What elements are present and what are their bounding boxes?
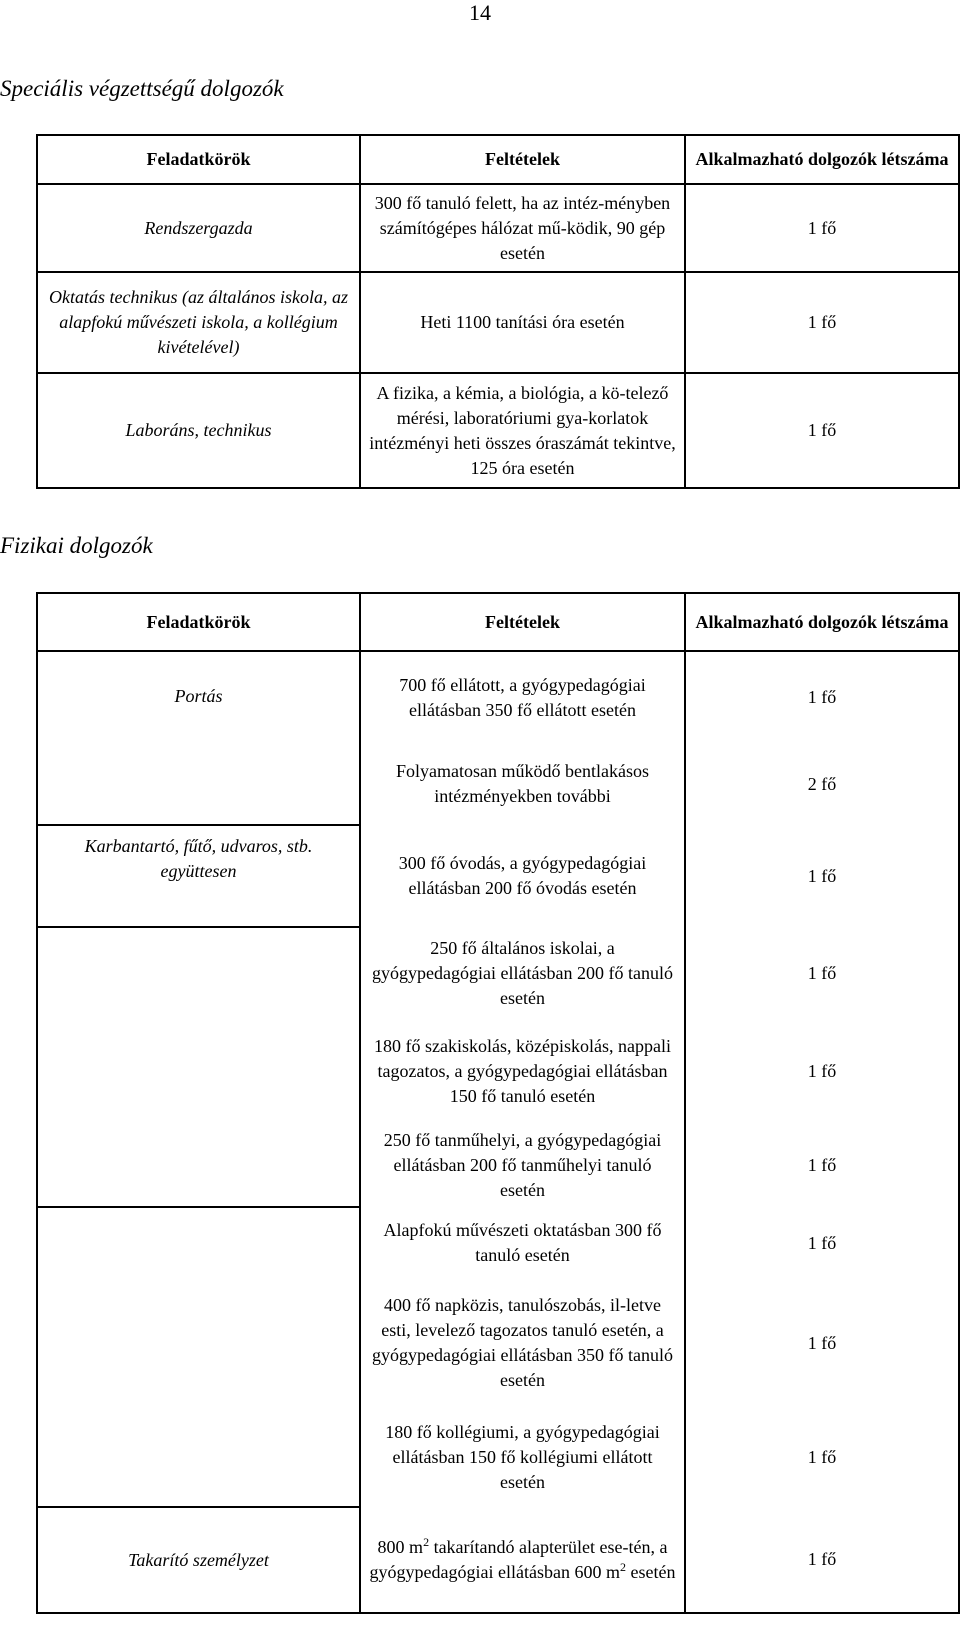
table-row bbox=[37, 1207, 959, 1279]
table-row bbox=[37, 743, 959, 825]
role-cell-empty bbox=[37, 927, 360, 1019]
role-cell: Portás bbox=[37, 651, 360, 743]
condition-text: esetén bbox=[625, 1561, 676, 1582]
table-row bbox=[37, 927, 959, 1019]
role-cell: Oktatás technikus (az általános iskola, az alapfokú művészeti iskola, a kollégium kivételével) bbox=[37, 272, 360, 373]
count-cell: 2 fő bbox=[685, 743, 959, 825]
table-header-row bbox=[37, 135, 959, 184]
role-cell-empty bbox=[37, 1123, 360, 1207]
condition-cell: 180 fő kollégiumi, a gyógypedagógiai ellátásban 150 fő kollégiumi ellátott esetén bbox=[360, 1407, 685, 1507]
table-row bbox=[37, 184, 959, 272]
table-row bbox=[37, 1407, 959, 1507]
condition-cell: Folyamatosan működő bentlakásos intézményekben további bbox=[360, 743, 685, 825]
condition-cell: 300 fő óvodás, a gyógypedagógiai ellátásban 200 fő óvodás esetén bbox=[360, 825, 685, 927]
header-letszam: Alkalmazható dolgozók létszáma bbox=[685, 135, 959, 184]
condition-cell: A fizika, a kémia, a biológia, a kö-telező mérési, laboratóriumi gya-korlatok intézményi heti összes óraszámát tekintve, 125 óra esetén bbox=[360, 373, 685, 488]
count-cell: 1 fő bbox=[685, 1279, 959, 1407]
condition-cell: 250 fő általános iskolai, a gyógypedagógiai ellátásban 200 fő tanuló esetén bbox=[360, 927, 685, 1019]
role-cell-empty bbox=[37, 1207, 360, 1279]
count-cell: 1 fő bbox=[685, 825, 959, 927]
count-cell: 1 fő bbox=[685, 1019, 959, 1123]
count-cell: 1 fő bbox=[685, 184, 959, 272]
page-number: 14 bbox=[469, 0, 491, 25]
condition-cell: 180 fő szakiskolás, középiskolás, nappali tagozatos, a gyógypedagógiai ellátásban 150 fő tanuló esetén bbox=[360, 1019, 685, 1123]
header-feladatkorok: Feladatkörök bbox=[37, 593, 360, 651]
condition-cell: Alapfokú művészeti oktatásban 300 fő tanuló esetén bbox=[360, 1207, 685, 1279]
table-row bbox=[37, 1019, 959, 1123]
condition-text: takarítandó alapterület ese-tén, a gyógypedagógiai ellátásban 600 m bbox=[369, 1536, 668, 1582]
superscript: 2 bbox=[423, 1534, 430, 1549]
special-staff-table bbox=[36, 134, 960, 489]
header-letszam: Alkalmazható dolgozók létszáma bbox=[685, 593, 959, 651]
table-row bbox=[37, 825, 959, 927]
count-cell: 1 fő bbox=[685, 651, 959, 743]
count-cell: 1 fő bbox=[685, 1123, 959, 1207]
header-feltetelek: Feltételek bbox=[360, 593, 685, 651]
superscript: 2 bbox=[619, 1559, 626, 1574]
role-cell: Karbantartó, fűtő, udvaros, stb. együttesen bbox=[37, 825, 360, 927]
condition-cell bbox=[360, 1507, 685, 1613]
physical-staff-table bbox=[36, 592, 960, 1614]
condition-text: 800 m bbox=[377, 1536, 424, 1557]
table-row bbox=[37, 1123, 959, 1207]
table-row bbox=[37, 1507, 959, 1613]
count-cell: 1 fő bbox=[685, 927, 959, 1019]
section-title-physical: Fizikai dolgozók bbox=[0, 533, 153, 558]
header-feltetelek: Feltételek bbox=[360, 135, 685, 184]
table-row bbox=[37, 651, 959, 743]
role-cell-empty bbox=[37, 1019, 360, 1123]
condition-cell: 300 fő tanuló felett, ha az intéz-ményben számítógépes hálózat mű-ködik, 90 gép esetén bbox=[360, 184, 685, 272]
count-cell: 1 fő bbox=[685, 272, 959, 373]
table-row bbox=[37, 1279, 959, 1407]
table-header-row bbox=[37, 593, 959, 651]
role-cell-empty bbox=[37, 743, 360, 825]
count-cell: 1 fő bbox=[685, 1207, 959, 1279]
role-cell-empty bbox=[37, 1279, 360, 1407]
count-cell: 1 fő bbox=[685, 1407, 959, 1507]
count-cell: 1 fő bbox=[685, 1507, 959, 1613]
condition-cell: Heti 1100 tanítási óra esetén bbox=[360, 272, 685, 373]
header-feladatkorok: Feladatkörök bbox=[37, 135, 360, 184]
table-row bbox=[37, 272, 959, 373]
condition-cell: 400 fő napközis, tanulószobás, il-letve esti, levelező tagozatos tanuló esetén, a gyógypedagógiai ellátásban 350 fő tanuló esetén bbox=[360, 1279, 685, 1407]
role-cell: Takarító személyzet bbox=[37, 1507, 360, 1613]
role-cell: Rendszergazda bbox=[37, 184, 360, 272]
role-cell: Laboráns, technikus bbox=[37, 373, 360, 488]
section-title-special: Speciális végzettségű dolgozók bbox=[0, 76, 284, 101]
count-cell: 1 fő bbox=[685, 373, 959, 488]
condition-cell: 700 fő ellátott, a gyógypedagógiai ellátásban 350 fő ellátott esetén bbox=[360, 651, 685, 743]
table-row bbox=[37, 373, 959, 488]
condition-cell: 250 fő tanműhelyi, a gyógypedagógiai ellátásban 200 fő tanműhelyi tanuló esetén bbox=[360, 1123, 685, 1207]
role-cell-empty bbox=[37, 1407, 360, 1507]
